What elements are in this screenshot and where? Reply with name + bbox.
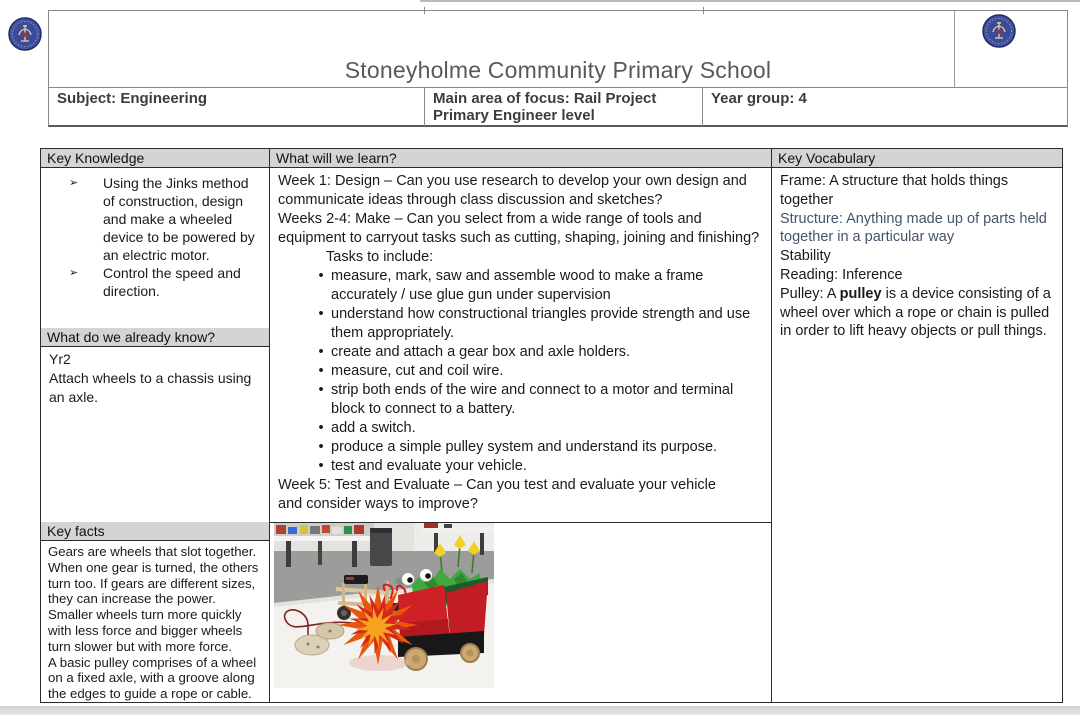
task-item: • strip both ends of the wire and connect to a motor and terminal block to connect to a battery.: [278, 381, 767, 419]
bullet-icon: •: [318, 458, 324, 474]
school-name-title: Stoneyholme Community Primary School: [344, 57, 772, 83]
vocab-reading: Reading: Inference: [780, 266, 903, 283]
what-will-we-learn-header: What will we learn?: [270, 149, 771, 168]
week1-text: Week 1: Design – Can you use research to develop your own design and communicate ideas through class discussion and sketches?: [278, 173, 747, 208]
page-bottom-edge: [0, 706, 1080, 715]
already-know-line2: Attach wheels to a chassis using an axle.: [49, 369, 252, 405]
vocab-structure: Structure: Anything made up of parts held together in a particular way: [780, 210, 1047, 246]
tasks-label: Tasks to include:: [326, 249, 434, 265]
bullet-icon: •: [318, 420, 324, 436]
task-item: • create and attach a gear box and axle holders.: [278, 343, 767, 362]
week5-line1: Week 5: Test and Evaluate – Can you test and evaluate your vehicle: [278, 477, 716, 493]
task-item: • measure, cut and coil wire.: [278, 362, 767, 381]
learn-body: [270, 168, 771, 522]
title-row: [49, 11, 1067, 88]
bullet-icon: •: [318, 363, 324, 379]
vocab-pulley: Pulley: A pulley is a device consisting of a wheel over which a rope or chain is pulled in order to lift heavy objects or pull things.: [780, 285, 1051, 340]
meta-row: [49, 88, 1067, 126]
list-item: ➢ Control the speed and direction.: [69, 265, 241, 299]
key-knowledge-header: Key Knowledge: [41, 149, 269, 168]
focus-line-1: Main area of focus: Rail Project: [433, 90, 657, 107]
focus-cell: [424, 88, 703, 126]
bullet-icon: •: [318, 382, 324, 398]
key-facts-para2: A basic pulley comprises of a wheel on a fixed axle, with a groove along the edges to guide a rope or cable.: [48, 654, 257, 702]
left-column: [41, 149, 270, 702]
weeks2-4-text: Weeks 2-4: Make – Can you select from a wide range of tools and equipment to carryout tasks such as cutting, shaping, joining and finishing?: [278, 211, 760, 246]
middle-column: [270, 149, 772, 702]
task-item: • test and evaluate your vehicle.: [278, 457, 767, 476]
key-facts-header: Key facts: [41, 522, 269, 541]
vocab-stability: Stability: [780, 248, 831, 265]
subject-cell: Subject: Engineering: [57, 90, 208, 107]
arrow-bullet-icon: ➢: [69, 177, 79, 189]
bullet-icon: •: [318, 268, 324, 284]
bullet-icon: •: [318, 344, 324, 360]
already-know-body: [41, 347, 269, 522]
week5-line2: and consider ways to improve?: [278, 496, 478, 512]
task-item: • add a switch.: [278, 419, 767, 438]
task-item: • measure, mark, saw and assemble wood to make a frame accurately / use glue gun under supervision: [278, 267, 767, 305]
photo-row: [270, 522, 771, 702]
planner-table: [40, 148, 1063, 703]
logo-cell: [954, 11, 1067, 87]
key-vocabulary-header: Key Vocabulary: [772, 149, 1062, 168]
key-knowledge-body: [41, 168, 269, 328]
school-crest-icon: [8, 17, 42, 51]
school-crest-icon: [982, 14, 1016, 48]
already-know-line1: Yr2: [49, 350, 71, 367]
bullet-icon: •: [318, 306, 324, 322]
focus-line-2: Primary Engineer level: [433, 107, 595, 124]
arrow-bullet-icon: ➢: [69, 267, 79, 279]
bullet-icon: •: [318, 439, 324, 455]
key-facts-body: [41, 541, 269, 702]
year-group-cell: Year group: 4: [711, 90, 807, 107]
page-top-edge: [420, 0, 1080, 2]
task-item: • understand how constructional triangles provide strength and use them appropriately.: [278, 305, 767, 343]
column-tick: [424, 7, 425, 14]
vocab-frame: Frame: A structure that holds things together: [780, 173, 1009, 208]
already-know-header: What do we already know?: [41, 328, 269, 347]
model-vehicles-photo: [274, 523, 494, 688]
header-table: [48, 10, 1068, 127]
right-column: [772, 149, 1062, 702]
key-facts-para1: Gears are wheels that slot together. When one gear is turned, the others turn too. If gears are different sizes, they can increase the power. Smaller wheels turn more quickly with less force and bigger wheels turn slower but with more force.: [48, 544, 259, 654]
vocabulary-body: [772, 168, 1062, 702]
column-tick: [703, 7, 704, 14]
task-item: • produce a simple pulley system and understand its purpose.: [278, 438, 767, 457]
list-item: ➢ Using the Jinks method of construction, design and make a wheeled device to be powered by an electric motor.: [69, 175, 255, 263]
